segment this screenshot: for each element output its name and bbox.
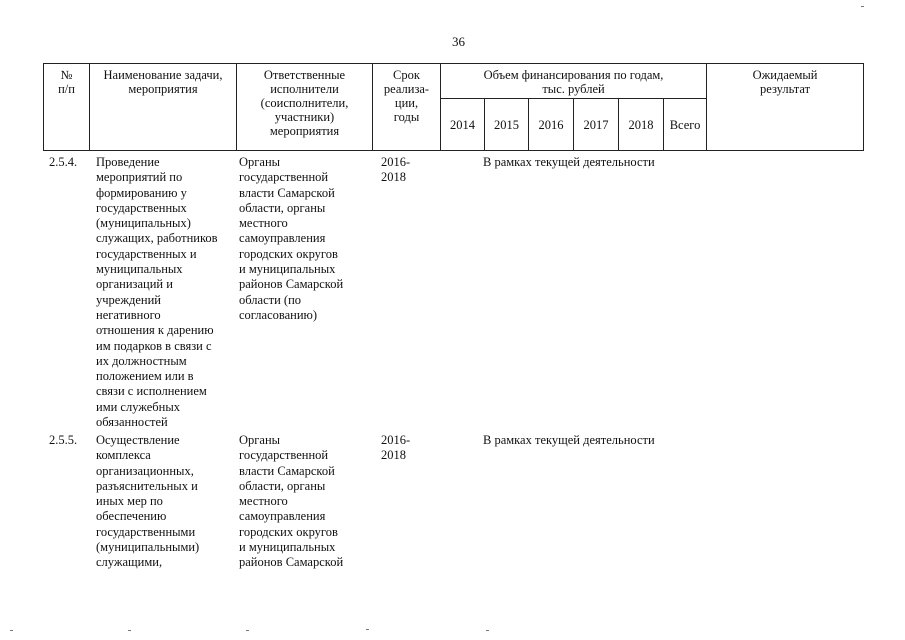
header-result: Ожидаемый результат	[707, 64, 864, 151]
row-num: 2.5.5.	[49, 433, 78, 447]
header-financing: Объем финансирования по годам, тыс. рублей	[441, 64, 707, 99]
header-year-2014: 2014	[441, 99, 485, 151]
row-task-name: Проведение мероприятий по формированию у государственных (муниципальных) служащих, работников государственных и муниципальных организаций и учреждений негативного отношения к дарению им подарков в связи с их должностным положением или в связи с исполнением ими служебных обязанностей	[96, 155, 218, 430]
header-year-2017: 2017	[574, 99, 619, 151]
row-term: 2016- 2018	[381, 155, 411, 185]
header-year-2018: 2018	[619, 99, 664, 151]
scan-artifact	[128, 630, 131, 631]
header-term: Срок реализа- ции, годы	[373, 64, 441, 151]
header-num: № п/п	[44, 64, 90, 151]
header-total: Всего	[664, 99, 707, 151]
scan-artifact	[366, 629, 369, 630]
row-responsible: Органы государственной власти Самарской области, органы местного самоуправления городских округов и муниципальных районов Самарской области (по согласованию)	[239, 155, 344, 322]
scan-artifact	[861, 6, 864, 7]
row-num: 2.5.4.	[49, 155, 78, 169]
header-responsible: Ответственные исполнители (соисполнители, участники) мероприятия	[237, 64, 373, 151]
scan-artifact	[246, 630, 249, 631]
row-financing: В рамках текущей деятельности	[483, 433, 655, 447]
scan-artifact	[10, 630, 13, 631]
header-year-2015: 2015	[485, 99, 529, 151]
row-responsible: Органы государственной власти Самарской области, органы местного самоуправления городских округов и муниципальных районов Самарской	[239, 433, 344, 570]
page-number: 36	[452, 34, 465, 49]
header-year-2016: 2016	[529, 99, 574, 151]
header-name: Наименование задачи, мероприятия	[90, 64, 237, 151]
row-financing: В рамках текущей деятельности	[483, 155, 655, 169]
row-term: 2016- 2018	[381, 433, 411, 463]
scan-artifact	[486, 630, 489, 631]
row-task-name: Осуществление комплекса организационных, разъяснительных и иных мер по обеспечению государственными (муниципальными) служащими,	[96, 433, 200, 570]
